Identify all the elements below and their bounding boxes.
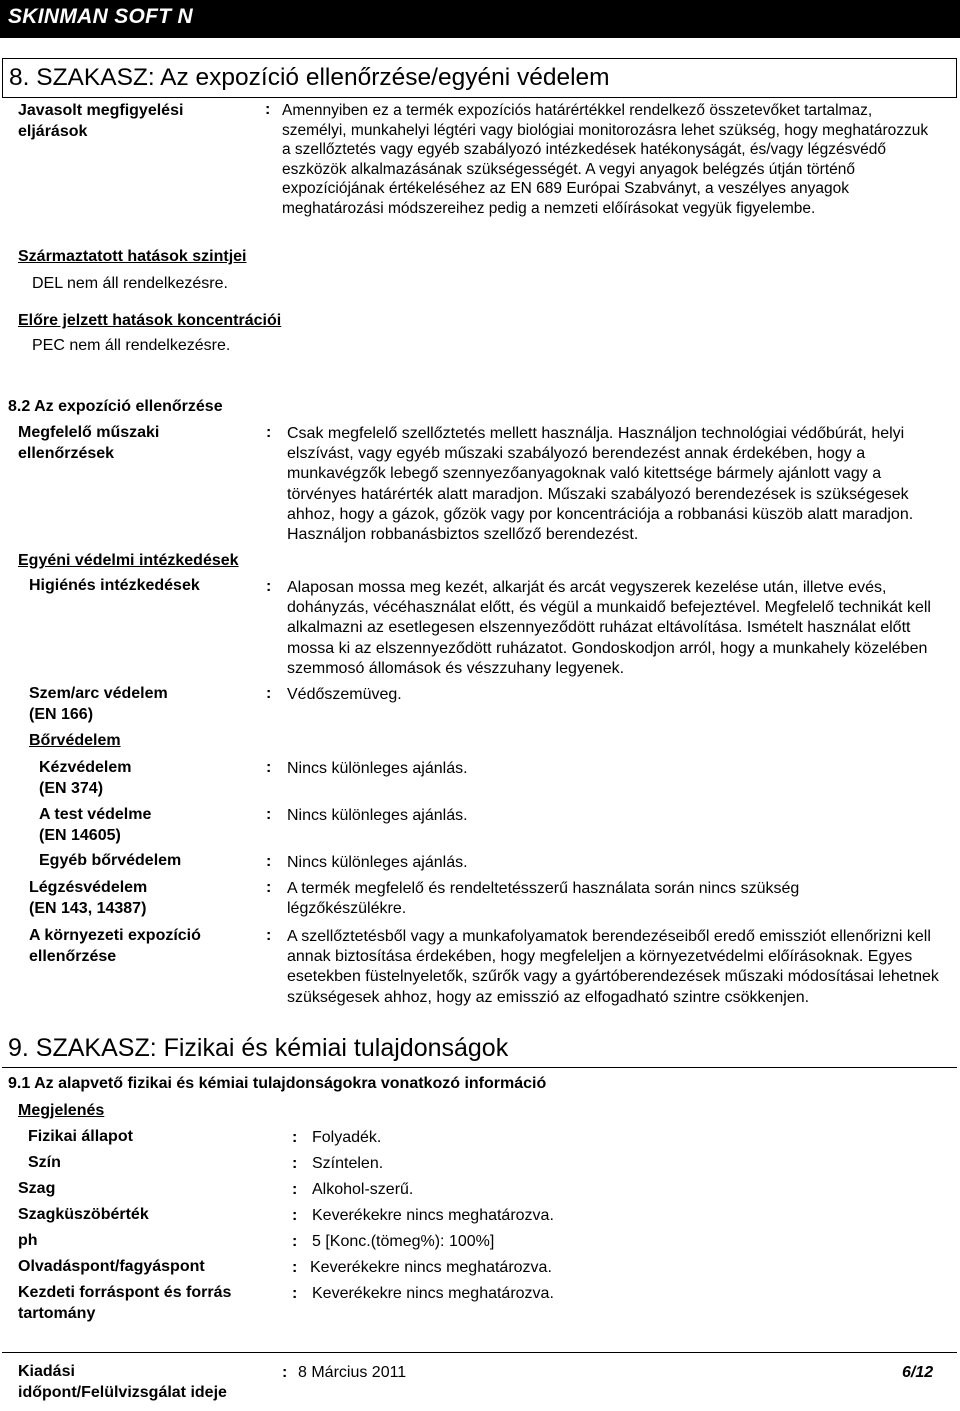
pnec-value: PEC nem áll rendelkezésre. (32, 337, 231, 354)
other-skin-label: Egyéb bőrvédelem (39, 852, 182, 869)
colon: : (292, 1181, 298, 1198)
colon: : (292, 1233, 298, 1250)
colon: : (266, 424, 272, 441)
environmental-exposure-text: A szellőztetésből vagy a munkafolyamatok berendezéseiből eredő emissziót ellenőrizni kell annak biztosítása érdekében, hogy megfeleljen a környezetvédelmi előírásoknak. Egyes esetekben füstelnyeletők, szűrők vagy a gyártóberendezések műszaki módosításai lehetnek szükségesek ahhoz, hogy az emisszió az elfogadható szintre csökkenjen. (287, 928, 939, 1006)
property-label: ph (18, 1232, 38, 1249)
product-name: SKINMAN SOFT N (8, 5, 194, 28)
colon: : (266, 685, 272, 702)
engineering-controls-label (18, 423, 159, 464)
engineering-controls-text: Csak megfelelő szellőztetés mellett használja. Használjon technológiai védőbúrát, helyi elszívást, vagy egyéb műszaki szabályozó berendezést annak érdekében, hogy a munkavégzők lebegő szennyezőanyagoknak való kitettsége bármely ajánlott vagy a törvényes határérték alatt maradjon. Műszaki szabályozó berendezések is szükségesek ahhoz, hogy a gázok, gőzök vagy por koncentrációja a robbanási küszöb alatt maradjon. Használjon robbanásbiztos szellőző berendezést. (287, 425, 914, 544)
eng-label-line2: ellenőrzések (18, 444, 115, 462)
property-label: Fizikai állapot (28, 1128, 133, 1145)
colon: : (266, 879, 272, 896)
colon: : (266, 759, 272, 776)
property-value: Keverékekre nincs meghatározva. (312, 1285, 554, 1302)
property-value: Alkohol-szerű. (312, 1181, 414, 1198)
body-label-line2: (EN 14605) (39, 826, 121, 844)
eng-label-line1: Megfelelő műszaki (18, 424, 160, 441)
section-8-title: 8. SZAKASZ: Az expozíció ellenőrzése/egyéni védelem (9, 64, 610, 91)
property-label: Olvadáspont/fagyáspont (18, 1258, 205, 1275)
hand-label-line1: Kézvédelem (39, 759, 132, 776)
hand-label-line2: (EN 374) (39, 779, 104, 797)
hand-protection-label (39, 758, 132, 799)
skin-protection-label: Bőrvédelem (29, 732, 121, 749)
colon: : (292, 1285, 298, 1302)
footer-label-line2: időpont/Felülvizsgálat ideje (18, 1384, 227, 1401)
page-number: 6/12 (902, 1364, 934, 1381)
section-9-rule (2, 1067, 957, 1068)
colon: : (292, 1129, 298, 1146)
property-label: Szagküszöbérték (18, 1206, 149, 1223)
env-label-line2: ellenőrzése (29, 947, 117, 965)
colon: : (292, 1259, 298, 1276)
body-protection-value: Nincs különleges ajánlás. (287, 807, 468, 824)
body-protection-label (39, 805, 151, 846)
property-value: Folyadék. (312, 1129, 382, 1146)
env-label-line1: A környezeti expozíció (29, 927, 201, 944)
hand-protection-value: Nincs különleges ajánlás. (287, 760, 468, 777)
header-bar (0, 0, 960, 38)
footer-label-line1: Kiadási (18, 1363, 75, 1380)
footer-rule (2, 1352, 957, 1353)
dnel-label: Származtatott hatások szintjei (18, 248, 247, 265)
subsection-8-2-title: 8.2 Az expozíció ellenőrzése (8, 398, 223, 415)
eye-protection-value: Védőszemüveg. (287, 686, 402, 703)
colon: : (265, 101, 271, 118)
monitoring-label-line1: Javasolt megfigyelési (18, 102, 184, 119)
property-value: 5 [Konc.(tömeg%): 100%] (312, 1233, 495, 1250)
hygiene-label: Higiénés intézkedések (29, 577, 200, 594)
property-label: Szín (28, 1154, 61, 1171)
colon: : (266, 578, 272, 595)
heading-underline (2, 97, 957, 98)
resp-label-line1: Légzésvédelem (29, 879, 148, 896)
property-value: Színtelen. (312, 1155, 384, 1172)
eye-label-line2: (EN 166) (29, 705, 94, 723)
monitoring-label (18, 101, 183, 142)
property-label-line2: tartomány (18, 1305, 96, 1322)
subsection-9-1-title: 9.1 Az alapvető fizikai és kémiai tulajdonságokra vonatkozó információ (8, 1075, 547, 1092)
colon: : (282, 1364, 288, 1381)
appearance-label: Megjelenés (18, 1102, 105, 1119)
hygiene-text: Alaposan mossa meg kezét, alkarját és arcát vegyszerek kezelése után, illetve evés, dohányzás, vécéhasználat előtt, és végül a munkaidő befejeztével. Megfelelő technikát kell alkalmazni az esetlegesen elszennyeződött ruházat eltávolítása. Ismételt használat előtt mossa ki az elszennyeződött ruházatot. Gondoskodjon arról, hogy a munkahely közelében szemmosó állomások és vészzuhany legyenek. (287, 579, 931, 677)
monitoring-text: Amennyiben ez a termék expozíciós határértékkel rendelkező összetevőket tartalmaz, személyi, munkahelyi légtéri vagy biológiai monitorozásra lehet szükség, hogy meghatározzuk a szellőztetés vagy egyéb szabályozó intézkedések hatékonyságát, és/vagy légzésvédő eszközök alkalmazásának szükségességét. A vegyi anyagok belégzés útján történő expozíciójának értékeléséhez az EN 689 Európai Szabványt, a veszélyes anyagok meghatározási módszereihez pedig a nemzeti előírásokat vegyük figyelembe. (282, 102, 929, 217)
section-8-heading-box (2, 58, 957, 98)
colon: : (266, 853, 272, 870)
revision-date: 8 Március 2011 (298, 1364, 407, 1381)
eye-label-line1: Szem/arc védelem (29, 685, 168, 702)
property-label: Kezdeti forráspont és forrás (18, 1284, 232, 1301)
respiratory-protection-text: A termék megfelelő és rendeltetésszerű használata során nincs szükség légzőkészülékre. (287, 880, 800, 918)
section-9-title: 9. SZAKASZ: Fizikai és kémiai tulajdonságok (8, 1034, 509, 1062)
monitoring-label-line2: eljárások (18, 122, 88, 140)
respiratory-protection-label (29, 878, 147, 919)
environmental-exposure-label (29, 926, 201, 967)
other-skin-value: Nincs különleges ajánlás. (287, 854, 468, 871)
dnel-value: DEL nem áll rendelkezésre. (32, 275, 228, 292)
resp-label-line2: (EN 143, 14387) (29, 899, 147, 917)
pnec-label: Előre jelzett hatások koncentrációi (18, 312, 282, 329)
body-label-line1: A test védelme (39, 806, 152, 823)
colon: : (292, 1155, 298, 1172)
colon: : (266, 927, 272, 944)
property-value: Keverékekre nincs meghatározva. (312, 1207, 554, 1224)
eye-protection-label (29, 684, 168, 725)
personal-protection-label: Egyéni védelmi intézkedések (18, 552, 239, 569)
property-label: Szag (18, 1180, 56, 1197)
colon: : (266, 806, 272, 823)
colon: : (292, 1207, 298, 1224)
property-value: Keverékekre nincs meghatározva. (310, 1259, 552, 1276)
